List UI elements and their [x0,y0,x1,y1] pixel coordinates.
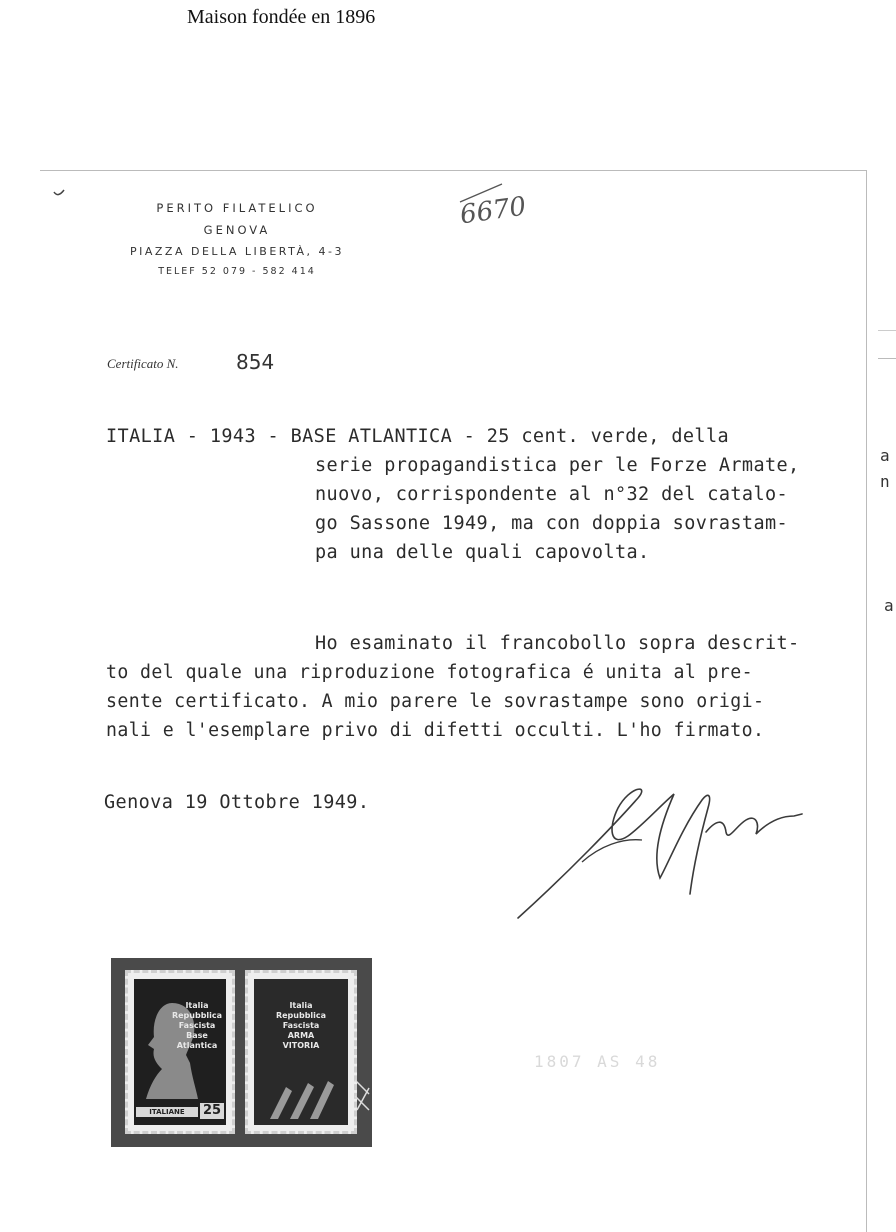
signature-icon [510,776,810,926]
letterhead-title: PERITO FILATELICO [156,201,318,215]
faint-pencil-mark: 1807 AS 48 [534,1052,661,1071]
underlying-sheet-fragment: a [880,446,890,465]
statement-line: nali e l'esemplare privo di difetti occulti. L'ho firmato. [106,720,765,741]
sheet-right-edge-line [878,358,896,359]
certificate-label: Certificato N. [107,356,179,371]
underlying-sheet-fragment: a [884,596,894,615]
sheet-top-edge [40,170,866,171]
statement-line: Ho esaminato il francobollo sopra descrit- [315,633,800,654]
stamp-value: 25 [200,1103,224,1119]
statement-line: to del quale una riproduzione fotografica é unita al pre- [106,662,753,683]
letterhead-address: PIAZZA DELLA LIBERTÀ, 4-3 [129,245,344,258]
stamp-country-label: ITALIANE [136,1107,198,1117]
postmark-fragment-icon [353,1070,371,1120]
overprint-text: Italia Repubblica Fascista ARMA VITORIA [275,1001,327,1050]
stamp-right [245,970,357,1134]
letterhead-city: GENOVA [203,223,271,237]
stamp-photograph [111,958,372,1147]
sheet-right-edge [866,170,867,1232]
statement-line: sente certificato. A mio parere le sovrastampe sono origi- [106,691,765,712]
pencil-note: 6670 [458,191,528,231]
underlying-sheet-fragment: n [880,472,890,491]
description-line: pa una delle quali capovolta. [315,542,650,563]
sheet-right-edge-line [878,330,896,331]
overprint-text: Italia Repubblica Fascista Base Atlantica [171,1001,223,1050]
description-line: nuovo, corrispondente al n°32 del catalo- [315,484,789,505]
place-date: Genova 19 Ottobre 1949. [104,792,370,813]
masthead-text: Maison fondée en 1896 [187,6,376,28]
description-line: serie propagandistica per le Forze Armate, [315,455,800,476]
stamp-left [125,970,235,1134]
certificate-number: 854 [236,350,275,374]
soldiers-illustration-icon [264,1067,336,1121]
description-line: go Sassone 1949, ma con doppia sovrastam- [315,513,789,534]
description-line: ITALIA - 1943 - BASE ATLANTICA - 25 cent. verde, della [106,426,730,447]
tick-mark-icon [52,186,72,200]
letterhead-phone: TELEF 52 079 - 582 414 [158,266,316,277]
